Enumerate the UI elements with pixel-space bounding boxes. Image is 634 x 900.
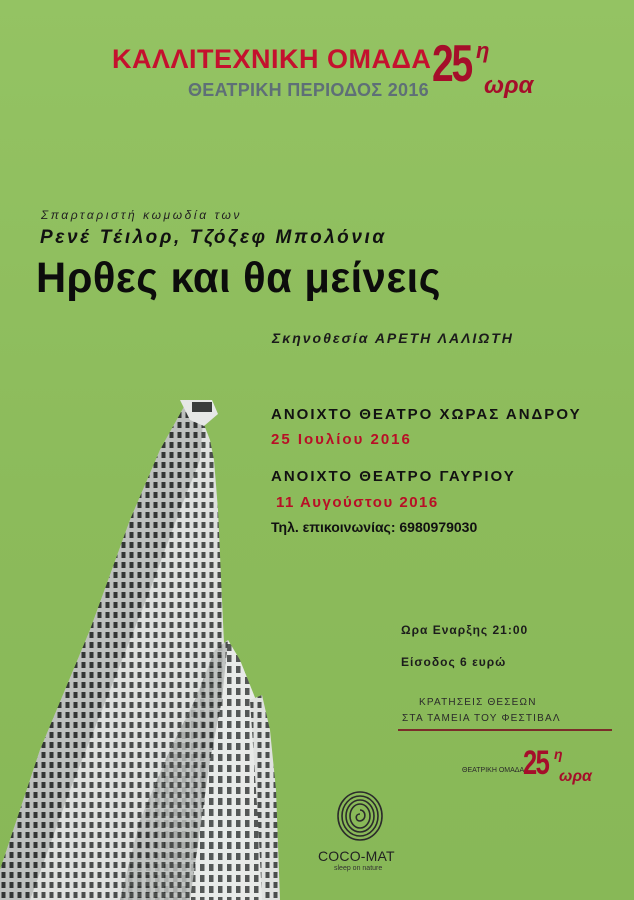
start-time: Ωρα Εναρξης 21:00: [401, 623, 529, 637]
footer-logo-number: 25: [523, 744, 549, 782]
director: Σκηνοθεσία ΑΡΕΤΗ ΛΑΛΙΩΤΗ: [272, 330, 514, 346]
footer-group-logo: [523, 744, 593, 790]
reservations-line-2: ΣΤΑ ΤΑΜΕΙΑ ΤΟΥ ΦΕΣΤΙΒΑΛ: [402, 713, 561, 724]
entry-price: Είσοδος 6 ευρώ: [401, 655, 507, 669]
logo-word: ωρα: [484, 72, 534, 99]
contact-phone: Τηλ. επικοινωνίας: 6980979030: [271, 519, 478, 535]
venue-2: ΑΝΟΙΧΤΟ ΘΕΑΤΡΟ ΓΑΥΡΙΟΥ: [271, 468, 516, 485]
footer-logo-word: ωρα: [559, 768, 592, 785]
date-1: 25 Ιουλίου 2016: [271, 431, 412, 448]
group-logo: [432, 34, 534, 100]
footer-group-label: ΘΕΑΤΡΙΚΗ ΟΜΑΔΑ: [462, 767, 525, 774]
group-name: ΚΑΛΛΙΤΕΧΝΙΚΗ ΟΜΑΔΑ: [112, 44, 432, 74]
sponsor-spiral-icon: [336, 790, 384, 842]
date-2: 11 Αυγούστου 2016: [276, 494, 439, 511]
play-title: Ηρθες και θα μείνεις: [36, 254, 441, 302]
authors: Ρενέ Τέιλορ, Τζόζεφ Μπολόνια: [40, 227, 387, 248]
footer-logo-superscript: η: [554, 746, 563, 762]
venue-1: ΑΝΟΙΧΤΟ ΘΕΑΤΡΟ ΧΩΡΑΣ ΑΝΔΡΟΥ: [271, 406, 582, 423]
skyscraper-image: [0, 400, 280, 900]
sponsor-tagline: sleep on nature: [334, 865, 383, 872]
comedy-caption: Σπαρταριστή κωμωδία των: [41, 208, 243, 222]
season-label: ΘΕΑΤΡΙΚΗ ΠΕΡΙΟΔΟΣ 2016: [188, 80, 429, 100]
logo-superscript: η: [476, 38, 490, 63]
reservations-line-1: ΚΡΑΤΗΣΕΙΣ ΘΕΣΕΩΝ: [419, 697, 537, 708]
divider: [398, 729, 612, 731]
logo-number: 25: [432, 35, 471, 93]
sponsor-name: COCO-MAT: [318, 848, 395, 864]
